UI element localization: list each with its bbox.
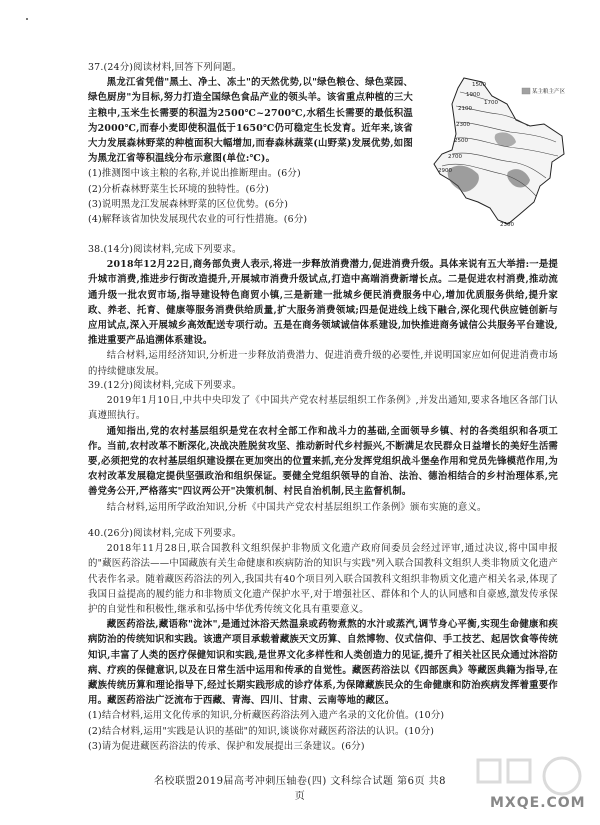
question-40-item-2: (2)结合材料,运用"实践是认识的基础"的知识,谈谈你对藏医药浴法的认识。(10分)	[88, 725, 435, 737]
province-outline	[434, 78, 564, 224]
question-40-material-2: 藏医药浴法,藏语称"泷沐",是通过沐浴天然温泉或药物煮熬的水汁或蒸汽,调节身心平衡,实现生命健康和疾病防治的传统知识和实践。该遗产项目承载着藏族天文历算、自然博物、仪式信仰、手工技艺、起居饮食等传统知识,丰富了人类的医疗保健知识和实践,是世界文化多样性和人类创造力的见证,提升了相关社区民众通过沐浴防病、疗疾的保健意识,以及在日常生活中运用和传承的自觉性。藏医药浴法以《四部医典》等藏医典籍为指导,在藏族传统历算和理论指导下,经过长期实践形成的诊疗体系,为保障藏族民众的生命健康和防治疾病发挥着重要作用。藏医药浴法广泛流布于西藏、青海、四川、甘肃、云南等地的藏区。	[88, 619, 558, 707]
isotherm-label: 1700	[484, 100, 498, 106]
question-37-item-2: (2)分析森林野菜生长环境的独特性。(6分)	[88, 183, 269, 195]
question-38-prompt: 结合材料,运用经济知识,分析进一步释放消费潜力、促进消费升级的必要性,并说明国家应如何促进消费市场的持续健康发展。	[88, 350, 558, 377]
isotherm-label: 1900	[466, 92, 480, 98]
question-37-item-4: (4)解释该省加快发展现代农业的可行性措施。(6分)	[88, 214, 308, 226]
question-40-item-3: (3)请为促进藏医药浴法的传承、保护和发展提出三条建议。(6分)	[88, 740, 365, 752]
isotherm-label: 2900	[438, 168, 452, 174]
isotherm-label: 2700	[448, 154, 462, 160]
question-39	[88, 378, 558, 515]
page-footer: 名校联盟2019届高考冲刺压轴卷(四) 文科综合试题 第6页 共8页	[153, 776, 446, 802]
map-legend-label: 某主粮主产区	[532, 89, 566, 95]
isotherm-label: 1500	[472, 82, 486, 88]
question-37	[88, 60, 413, 227]
question-39-prompt: 结合材料,运用所学政治知识,分析《中国共产党农村基层组织工作条例》颁布实施的意义。	[106, 501, 487, 513]
isotherm-label: 2500	[454, 138, 468, 144]
question-37-item-3: (3)说明黑龙江发展森林野菜的区位优势。(6分)	[88, 198, 289, 210]
legend-swatch	[522, 88, 530, 94]
isotherm-label: 2300	[500, 222, 514, 228]
scan-speck	[26, 18, 28, 20]
question-38-material: 2018年12月22日,商务部负责人表示,将进一步释放消费潜力,促进消费升级。具体来说有五大举措:一是提升城市消费,推进步行街改造提升,开展城市消费升级试点,打造中高端消费新增长点。二是促进农村消费,推动流通升级一批农贸市场,指导建设特色商贸小镇,三是新建一批城乡便民消费服务中心,增加优质服务供给,提升家政、养老、托育、健康等服务消费供给质量,扩大服务消费领域;四是促进线上线下融合,深化现代供应链创新与应用试点,深入开展城乡高效配送专项行动。五是在商务领域诚信体系建设,加快推进商务诚信公共服务平台建设,推进重要产品追溯体系建设。	[88, 259, 558, 347]
isotherm-label: 2300	[456, 122, 470, 128]
question-37-item-1: (1)推测图中该主粮的名称,并说出推断理由。(6分)	[88, 168, 301, 180]
question-39-head: 39.(12分)阅读材料,完成下列要求。	[88, 380, 242, 391]
question-39-intro: 2019年1月10日,中共中央印发了《中国共产党农村基层组织工作条例》,并发出通知,要求各地区各部门认真遵照执行。	[88, 395, 558, 422]
question-38	[88, 242, 558, 379]
question-37-head: 37.(24分)阅读材料,回答下列问题。	[88, 62, 242, 73]
question-37-material: 黑龙江省凭借"黑土、净土、冻土"的天然优势,以"绿色粮仓、绿色菜园、绿色厨房"为目标,努力打造全国绿色食品产业的领头羊。该省重点种植的三大主粮中,玉米生长需要的积温为2500℃~2700℃,水稻生长需要的最低积温为2000℃,而春小麦即使积温低于1650℃仍可稳定生长发育。近年来,该省大力发展森林野菜的种植面积大幅增加,而春森林蔬菜(山野菜)发展优势,如图为黑龙江省等积温线分布示意图(单位:℃)。	[88, 77, 413, 165]
question-40-item-1: (1)结合材料,运用文化传承的知识,分析藏医药浴法列入遗产名录的文化价值。(10分)	[88, 710, 445, 722]
heilongjiang-isotherm-map	[412, 74, 572, 234]
watermark-text: MXQE.COM	[490, 795, 586, 811]
isotherm-label: 2100	[458, 106, 472, 112]
question-40	[88, 526, 558, 754]
question-38-head: 38.(14分)阅读材料,完成下列要求。	[88, 244, 242, 255]
question-39-material: 通知指出,党的农村基层组织是党在农村全部工作和战斗力的基础,全面领导乡镇、村的各类组织和各项工作。当前,农村改革不断深化,决战决胜脱贫攻坚、推动新时代乡村振兴,不断满足农民群众日益增长的美好生活需要,必须把党的农村基层组织建设摆在更加突出的位置来抓,充分发挥党组织战斗堡垒作用和党员先锋模范作用,为农村改革发展稳定提供坚强政治和组织保证。要健全党组织领导的自治、法治、德治相结合的乡村治理体系,完善党务公开,严格落实"四议两公开"决策机制、村民自治机制,民主监督机制。	[88, 425, 558, 498]
question-40-material-1: 2018年11月28日,联合国教科文组织保护非物质文化遗产政府间委员会经过评审,通过决议,将中国申报的"藏医药浴法——中国藏族有关生命健康和疾病防治的知识与实践"列入联合国教科文组织人类非物质文化遗产代表作名录。随着藏医药浴法的列入,我国共有40个项目列入联合国教科文组织非物质文化遗产相关名录,体现了我国日益提高的履约能力和非物质文化遗产保护水平,对于增强社区、群体和个人的认同感和自豪感,激发传承保护的自觉性和积极性,继承和弘扬中华优秀传统文化具有重要意义。	[88, 543, 558, 616]
question-40-head: 40.(26分)阅读材料,完成下列要求。	[88, 528, 242, 539]
